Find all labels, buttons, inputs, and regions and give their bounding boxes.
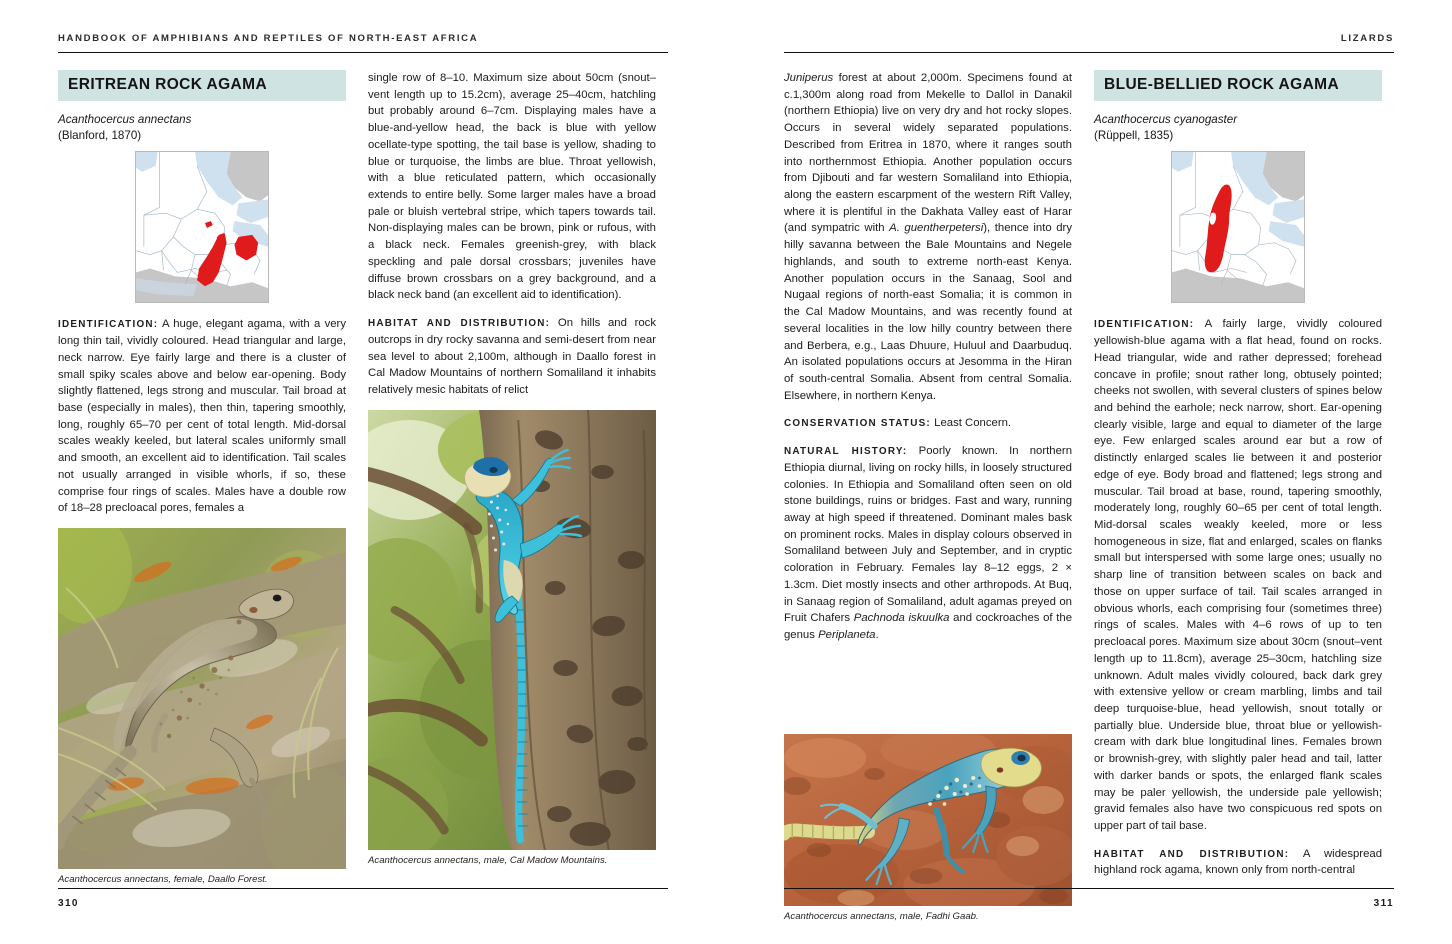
identification-text: A fairly large, vividly coloured yellowish-blue agama with a flat head, found on rocks. Head triangular, wide and rather depressed; forehead concave in profile; snout rather long, obtusely pointed; cheeks not swollen, with several clusters of spines below and behind the earhole; neck narrow, short. Ear-opening clearly visible, large and equal to diameter of the large eye. Few enlarged scales around ear but a row of distinctly enlarged scales lie between it and posterior edge of eye. Body broad and flattened; legs strong and muscular. Tail broad at base, round, tapering smoothly, moderately long, roughly 60–65 per cent of total length. Mid-dorsal scales weakly keeled, more or less homogeneous in size, flat and enlarged, scales on flanks small but interspersed with some large ones; usually no sharp line of transition between scales on back and those on upper surface of tail. Tail scales arranged in obvious whorls, each comprising four (sometimes three) rings of scales. Males with 4–6 rows of up to ten precloacal pores. Maximum size about 30cm (snout–vent length up to 11.8cm), average 25–30cm, hatchling size unknown. Adult males vividly coloured, back dark grey with extensive yellow or cream marbling, limbs and tail deep turquoise-blue, head yellowish, snout totally or partially blue. Underside blue, throat blue or yellowish-cream with dark blue longitudinal lines. Females brown or brownish-grey, with slightly paler head and tail, latter with darker bands or spots, the enlarged flank scales may be paler yellowish, the underside pale yellowish; gravid females also have two conspicuous red spots on upper part of tail base. [1094,318,1382,832]
page-right [726,0,1452,944]
left-col-2 [368,70,656,884]
footer-rule [58,888,668,889]
photo-annectans-male-cal-madow [368,410,656,850]
running-head-text: HANDBOOK OF AMPHIBIANS AND REPTILES OF NORTH-EAST AFRICA [58,33,479,44]
natural-history-paragraph-annectans [784,443,1072,644]
natural-history-text-3: . [875,629,879,641]
right-col-2 [1094,70,1382,884]
habitat-continuation-text: forest at about 2,000m. Specimens found at c.1,300m along road from Mekelle to Dallol in Danakil (northern Ethiopia) live on very dry and hot rocky slopes. Occurs in several widely separated populations. Described from Eritrea in 1870, where it ranges south into northernmost Ethiopia. Another population occurs from Djibouti and far western Somaliland into Ethiopia, along the eastern escarpment of the western Rift Valley, where it is plentiful in the Dakhata Valley east of Harar (and sympatric with [784,72,1072,235]
species-scientific-name: Acanthocercus annectans [58,112,192,126]
conservation-paragraph-annectans [784,415,1072,432]
habitat-paragraph-cyanogaster [1094,846,1382,879]
running-head-text: LIZARDS [1340,33,1394,44]
species-heading-band [1094,70,1382,101]
running-head-rule [58,52,668,53]
running-head-left [58,33,668,57]
distribution-map-annectans [135,151,269,303]
photo-graphic-agama-on-red-soil [784,734,1072,906]
identification-label: IDENTIFICATION: [1094,319,1195,331]
identification-label: IDENTIFICATION: [58,319,159,331]
identification-paragraph-cyanogaster [1094,316,1382,834]
footer-right [784,888,1394,922]
identification-text: A huge, elegant agama, with a very long thin tail, vividly coloured. Head triangular and large, neck narrow. Eye fairly large and there is a cluster of small spiky scales above and below ear-opening. Body slightly flattened, legs strong and muscular. Tail broad at base (especially in males), then thin, tapering smoothly, long, roughly 65–70 per cent of total length. Mid-dorsal scales weakly keeled, but lateral scales uniformly small and smooth, an excellent aid to identification. Tail scales not usually arranged in visible whorls, if so, these comprise four rings of scales. Males have a double row of 18–28 precloacal pores, females a [58,318,347,515]
habitat-label: HABITAT AND DISTRIBUTION: [1094,848,1290,860]
genus-juniperus: Juniperus [784,72,834,84]
photo-annectans-male-fadhi-gaab [784,734,1072,906]
habitat-paragraph-annectans [368,315,656,399]
species-scientific-name: Acanthocercus cyanogaster [1094,112,1238,126]
species-pachnoda-iskuulka: Pachnoda iskuulka [853,612,950,625]
species-authority: (Blanford, 1870) [58,128,142,142]
running-head-right [784,33,1394,57]
map-graphic-annectans [136,152,268,302]
photo-caption-annectans-male-cal-madow: Acanthocercus annectans, male, Cal Madow Mountains. [368,854,608,866]
species-common-name: ERITREAN ROCK AGAMA [68,76,268,93]
natural-history-label: NATURAL HISTORY: [784,446,908,458]
photo-caption-annectans-female: Acanthocercus annectans, female, Daallo Forest. [58,874,268,886]
genus-periplaneta: Periplaneta [818,629,876,641]
species-heading-band [58,70,346,101]
photo-graphic-blue-male-agama-on-tree [368,410,656,850]
species-a-guentherpetersi: A. guentherpetersi [889,222,984,235]
species-authority: (Rüppell, 1835) [1094,128,1174,142]
photo-graphic-female-agama-on-lichen-rock [58,528,346,869]
map-graphic-cyanogaster [1172,152,1304,302]
left-page-columns [58,70,668,884]
page-number: 311 [1373,898,1394,909]
distribution-map-wrapper-cyanogaster [1094,151,1382,303]
conservation-status-text: Least Concern. [934,417,1012,430]
photo-annectans-female [58,528,346,869]
habitat-continuation-text-2: ), thence into dry hilly savanna between the Bale Mountains and Negele highlands, and south to extreme north-east Kenya. Another population occurs in the Sanaag, Sool and Nugaal regions of north-east Somalia; it is common in the Cal Madow Mountains, and was recently found at several localities in the low hilly country between there and Berbera, e.g., Laas Dhuure, Huluul and Daarbuduq. An isolated populations occurs at Jesomma in the Hiran of south-central Somalia. Absent from central Somalia. Elsewhere, in northern Kenya. [784,222,1072,402]
habitat-continuation-annectans [784,70,1072,404]
right-col-1 [784,70,1072,922]
natural-history-text-2: and cockroaches of the genus [784,612,1072,641]
footer-rule [784,888,1394,889]
footer-left [58,888,668,922]
running-head-rule [784,52,1394,53]
identification-continuation-annectans: single row of 8–10. Maximum size about 50cm (snout–vent length up to 15.2cm), average 25–40cm, hatchling but probably around 6–7cm. Displaying males have a blue-and-yellow head, the back is blue with yellow ocellate-type spotting, the tail base is yellow, shading to blue or turquoise, the limbs are blue. Throat yellowish, with a blue reticulated pattern, which occasionally extends to entire belly. Some larger males have a broad pale or bluish vertebral stripe, which tapers towards tail. Non-displaying males can be brown, pink or rufous, with a black neck. Females greenish-grey, with black speckling and pale dorsal crossbars; juveniles have diffuse brown crossbars on a grey background, and a black neck band (an excellent aid to identification). [368,72,656,302]
distribution-map-wrapper-annectans [58,151,346,303]
habitat-text: On hills and rock outcrops in dry rocky savanna and semi-desert from near sea level to about 2,100m, although in Daallo forest in Cal Madow Mountains of northern Somaliland it inhabits relatively mesic habitats of relict [368,317,656,396]
identification-paragraph-annectans [58,316,346,517]
left-col-1 [58,70,346,884]
natural-history-text: Poorly known. In northern Ethiopia diurnal, living on rocky hills, in loosely structured colonies. In Ethiopia and Somaliland often seen on old stone buildings, ruins or bridges. Fast and wary, running away at high speed if threatened. Dominant males bask on prominent rocks. Males in display colours observed in Somaliland between July and September, and in cryptic coloration in February. Females lay 8–12 eggs, 2 × 1.3cm. Diet mostly insects and other arthropods. At Buq, in Sanaag region of Somaliland, adult agamas preyed on Fruit Chafers [784,445,1072,625]
page-number: 310 [58,898,79,909]
photo-caption-annectans-male-fadhi-gaab: Acanthocercus annectans, male, Fadhi Gaab. [784,910,979,922]
distribution-map-cyanogaster [1171,151,1305,303]
habitat-label: HABITAT AND DISTRIBUTION: [368,318,551,330]
species-common-name: BLUE-BELLIED ROCK AGAMA [1104,76,1340,93]
habitat-text: A widespread highland rock agama, known only from north-central [1094,847,1383,877]
conservation-status-label: CONSERVATION STATUS: [784,418,931,430]
